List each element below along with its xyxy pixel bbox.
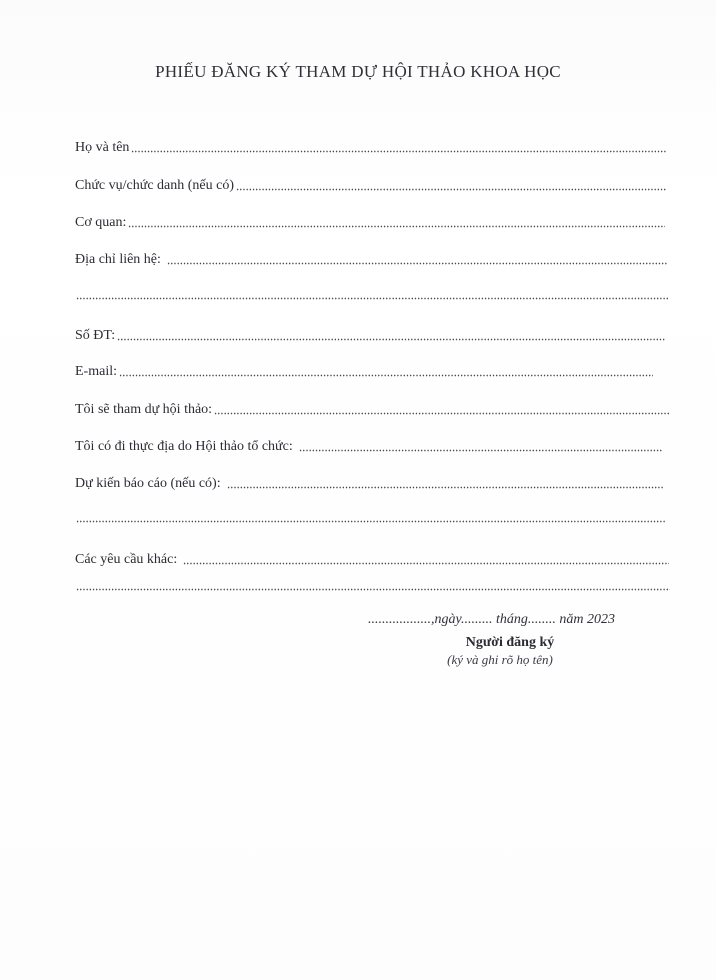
form-title: PHIẾU ĐĂNG KÝ THAM DỰ HỘI THẢO KHOA HỌC [155, 62, 561, 81]
field-address [75, 250, 667, 268]
field-position-label: Chức vụ/chức danh (nếu có) [75, 178, 235, 193]
field-full-name [75, 138, 667, 156]
field-other-requests-label: Các yêu cầu khác: [75, 552, 178, 567]
address-blank-line-2[interactable] [76, 297, 668, 300]
field-phone-label: Số ĐT: [75, 328, 116, 343]
email-blank[interactable] [119, 374, 653, 377]
other-requests-blank[interactable] [183, 562, 669, 565]
position-blank[interactable] [236, 188, 667, 191]
field-phone [75, 326, 665, 344]
report-blank[interactable] [227, 486, 663, 489]
field-organization [75, 213, 665, 231]
signature-date-line[interactable]: ..................,ngày......... tháng........ năm 2023 [368, 612, 615, 627]
signature-title: Người đăng ký [465, 635, 555, 650]
organization-blank[interactable] [128, 225, 665, 228]
field-full-name-label: Họ và tên [75, 140, 130, 155]
address-blank[interactable] [167, 262, 667, 265]
field-organization-label: Cơ quan: [75, 215, 127, 230]
field-position [75, 176, 667, 194]
field-report [75, 474, 663, 492]
field-email-label: E-mail: [75, 364, 117, 379]
field-email [75, 362, 653, 380]
fieldtrip-blank[interactable] [299, 449, 663, 452]
field-attend-label: Tôi sẽ tham dự hội thảo: [75, 402, 213, 417]
report-blank-line-2[interactable] [76, 520, 666, 523]
attend-blank[interactable] [214, 412, 670, 415]
field-attend [75, 400, 670, 418]
field-fieldtrip-label: Tôi có đi thực địa do Hội thảo tổ chức: [75, 439, 293, 454]
field-report-label: Dự kiến báo cáo (nếu có): [75, 476, 221, 491]
field-fieldtrip [75, 437, 663, 455]
field-other-requests [75, 550, 669, 568]
full-name-blank[interactable] [131, 150, 667, 153]
signature-note: (ký và ghi rõ họ tên) [447, 652, 553, 667]
other-requests-blank-line-2[interactable] [76, 588, 670, 591]
phone-blank[interactable] [117, 338, 665, 341]
field-address-label: Địa chỉ liên hệ: [75, 252, 161, 267]
